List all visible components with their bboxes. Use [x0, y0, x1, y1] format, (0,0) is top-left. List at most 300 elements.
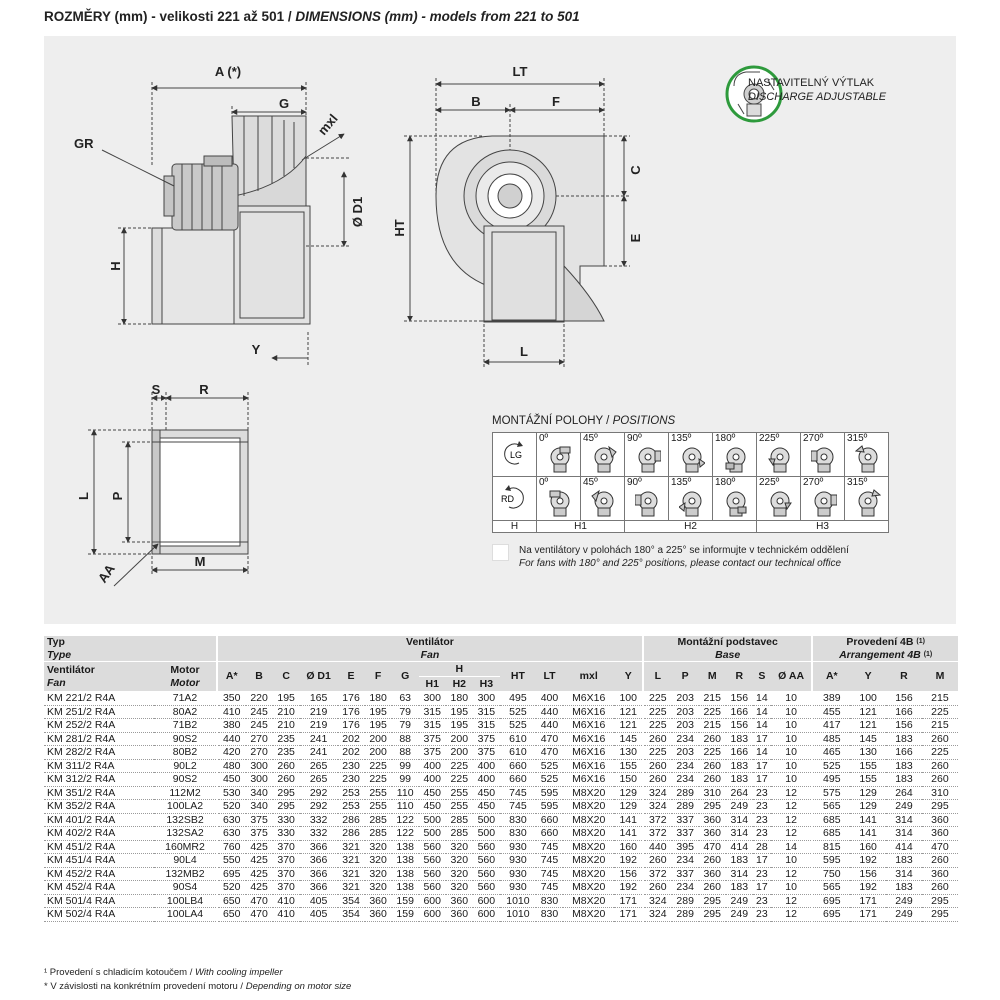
value-cell: 414	[886, 840, 922, 854]
value-cell: 176	[338, 719, 365, 733]
value-cell: 183	[726, 881, 753, 895]
pos-lg-180	[713, 433, 757, 477]
motor-cell: 90S2	[154, 773, 217, 787]
table-row	[44, 840, 958, 854]
value-cell: 500	[473, 827, 500, 841]
fan-position-icon	[811, 445, 837, 473]
value-cell: 141	[850, 827, 886, 841]
value-cell: 253	[338, 800, 365, 814]
angle-label: 135º	[671, 433, 692, 444]
value-cell: 166	[886, 746, 922, 760]
value-cell: 360	[365, 894, 392, 908]
value-cell: 180	[365, 692, 392, 706]
value-cell: 156	[886, 692, 922, 706]
value-cell: M6X16	[563, 773, 614, 787]
value-cell: 260	[922, 773, 958, 787]
value-cell: 225	[643, 746, 672, 760]
value-cell: 121	[614, 719, 643, 733]
header-row-2	[44, 662, 958, 677]
value-cell: 320	[446, 840, 473, 854]
value-cell: 88	[392, 732, 419, 746]
label-s: S	[151, 382, 161, 397]
value-cell: 234	[672, 759, 699, 773]
value-cell: 300	[246, 773, 273, 787]
label-l-front: L	[520, 344, 528, 359]
value-cell: M8X20	[563, 840, 614, 854]
motor-cell: 100LA4	[154, 908, 217, 922]
value-cell: 159	[392, 908, 419, 922]
value-cell: 285	[365, 827, 392, 841]
value-cell: 122	[392, 827, 419, 841]
value-cell: 830	[536, 908, 563, 922]
value-cell: 337	[672, 827, 699, 841]
angle-label: 0º	[539, 477, 549, 488]
value-cell: 520	[217, 881, 246, 895]
value-cell: 225	[365, 759, 392, 773]
label-r: R	[199, 382, 209, 397]
value-cell: 410	[273, 894, 300, 908]
value-cell: 745	[500, 786, 536, 800]
fan-model-cell: KM 311/2 R4A	[44, 759, 154, 773]
value-cell: 249	[726, 800, 753, 814]
positions-title	[492, 415, 675, 427]
dimensions-table	[44, 636, 958, 922]
value-cell: 425	[246, 854, 273, 868]
angle-label: 45º	[583, 477, 598, 488]
value-cell: 600	[419, 908, 446, 922]
value-cell: 610	[500, 746, 536, 760]
table-row	[44, 827, 958, 841]
value-cell: 375	[419, 746, 446, 760]
value-cell: 745	[536, 881, 563, 895]
col-h2: H2	[446, 677, 473, 692]
value-cell: 141	[614, 813, 643, 827]
value-cell: 192	[850, 854, 886, 868]
value-cell: 314	[886, 827, 922, 841]
value-cell: M8X20	[563, 867, 614, 881]
value-cell: 360	[365, 908, 392, 922]
value-cell: 450	[473, 800, 500, 814]
value-cell: 245	[246, 719, 273, 733]
value-cell: 249	[886, 800, 922, 814]
value-cell: 195	[365, 705, 392, 719]
value-cell: 176	[338, 705, 365, 719]
table-row	[44, 800, 958, 814]
value-cell: 12	[771, 867, 813, 881]
value-cell: 234	[672, 854, 699, 868]
value-cell: 525	[536, 759, 563, 773]
value-cell: 249	[726, 908, 753, 922]
value-cell: 14	[771, 840, 813, 854]
value-cell: 12	[771, 800, 813, 814]
value-cell: 332	[300, 827, 338, 841]
value-cell: 14	[753, 705, 771, 719]
value-cell: 264	[726, 786, 753, 800]
fan-position-icon	[767, 445, 793, 473]
label-ht: HT	[392, 219, 407, 237]
col-c: C	[273, 662, 300, 692]
value-cell: 440	[643, 840, 672, 854]
value-cell: 79	[392, 719, 419, 733]
pos-lg-45	[581, 433, 625, 477]
pos-rd-270	[801, 477, 845, 521]
value-cell: 234	[672, 732, 699, 746]
col-a: A*	[217, 662, 246, 692]
value-cell: 12	[771, 786, 813, 800]
value-cell: 370	[273, 867, 300, 881]
value-cell: 575	[812, 786, 850, 800]
value-cell: 260	[699, 732, 726, 746]
fan-position-icon	[723, 445, 749, 473]
value-cell: 530	[217, 786, 246, 800]
fan-position-icon	[811, 489, 837, 517]
value-cell: 320	[446, 854, 473, 868]
value-cell: 225	[699, 705, 726, 719]
group-h1: H1	[537, 521, 625, 533]
value-cell: 565	[812, 800, 850, 814]
pos-lg-0	[537, 433, 581, 477]
value-cell: 360	[922, 827, 958, 841]
value-cell: 395	[672, 840, 699, 854]
fan-col-en: Fan	[47, 676, 66, 689]
value-cell: 235	[273, 732, 300, 746]
fan-model-cell: KM 402/2 R4A	[44, 827, 154, 841]
value-cell: 203	[672, 692, 699, 706]
angle-label: 135º	[671, 477, 692, 488]
value-cell: 138	[392, 867, 419, 881]
value-cell: 321	[338, 840, 365, 854]
value-cell: 360	[446, 908, 473, 922]
fan-position-icon	[547, 445, 573, 473]
value-cell: 815	[812, 840, 850, 854]
fan-group-en: Fan	[420, 648, 440, 661]
fan-model-cell: KM 221/2 R4A	[44, 692, 154, 706]
angle-label: 270º	[803, 433, 824, 444]
value-cell: 470	[246, 894, 273, 908]
value-cell: 315	[473, 719, 500, 733]
value-cell: 17	[753, 854, 771, 868]
value-cell: 260	[922, 759, 958, 773]
fan-position-icon	[591, 445, 617, 473]
value-cell: 79	[392, 705, 419, 719]
value-cell: 23	[753, 827, 771, 841]
value-cell: 300	[419, 692, 446, 706]
value-cell: M8X20	[563, 813, 614, 827]
value-cell: 292	[300, 800, 338, 814]
col-l: L	[643, 662, 672, 692]
value-cell: M6X16	[563, 719, 614, 733]
value-cell: 320	[446, 867, 473, 881]
value-cell: 745	[536, 854, 563, 868]
col-e: E	[338, 662, 365, 692]
value-cell: 292	[300, 786, 338, 800]
value-cell: 121	[850, 719, 886, 733]
value-cell: 255	[365, 800, 392, 814]
motor-col-cz: Motor	[170, 664, 200, 676]
value-cell: 225	[922, 746, 958, 760]
value-cell: 310	[922, 786, 958, 800]
motor-cell: 132SA2	[154, 827, 217, 841]
value-cell: 156	[850, 867, 886, 881]
fan-model-cell: KM 251/2 R4A	[44, 705, 154, 719]
value-cell: 225	[446, 773, 473, 787]
pos-rd-45	[581, 477, 625, 521]
value-cell: 225	[922, 705, 958, 719]
fan-model-cell: KM 501/4 R4A	[44, 894, 154, 908]
col-s: S	[753, 662, 771, 692]
value-cell: 130	[850, 746, 886, 760]
value-cell: 176	[338, 692, 365, 706]
value-cell: 372	[643, 827, 672, 841]
value-cell: 560	[419, 867, 446, 881]
header-fan-group	[217, 636, 643, 662]
value-cell: 121	[850, 705, 886, 719]
motor-cell: 71A2	[154, 692, 217, 706]
value-cell: 321	[338, 854, 365, 868]
value-cell: 215	[699, 692, 726, 706]
label-mxl: mxl	[314, 111, 341, 138]
table-body	[44, 692, 958, 922]
value-cell: 360	[922, 867, 958, 881]
value-cell: 260	[922, 854, 958, 868]
value-cell: 28	[753, 840, 771, 854]
motor-cell: 100LA2	[154, 800, 217, 814]
value-cell: 160	[614, 840, 643, 854]
discharge-en: DISCHARGE ADJUSTABLE	[748, 91, 887, 103]
value-cell: 129	[850, 786, 886, 800]
value-cell: M6X16	[563, 759, 614, 773]
value-cell: 560	[419, 854, 446, 868]
col-h3: H3	[473, 677, 500, 692]
value-cell: 200	[365, 732, 392, 746]
value-cell: 260	[699, 854, 726, 868]
value-cell: 595	[812, 854, 850, 868]
value-cell: 155	[614, 759, 643, 773]
value-cell: M8X20	[563, 800, 614, 814]
value-cell: 560	[473, 840, 500, 854]
value-cell: 332	[300, 813, 338, 827]
drawing-svg	[44, 36, 956, 624]
value-cell: 225	[643, 692, 672, 706]
value-cell: 166	[886, 705, 922, 719]
motor-cell: 112M2	[154, 786, 217, 800]
fan-position-icon	[635, 489, 661, 517]
value-cell: 260	[699, 759, 726, 773]
value-cell: 830	[500, 827, 536, 841]
value-cell: 300	[246, 759, 273, 773]
fan-position-icon	[679, 489, 705, 517]
value-cell: 354	[338, 908, 365, 922]
value-cell: 286	[338, 813, 365, 827]
col-d1: Ø D1	[300, 662, 338, 692]
pos-lg-315	[845, 433, 889, 477]
value-cell: 289	[672, 894, 699, 908]
group-h2: H2	[625, 521, 757, 533]
value-cell: M8X20	[563, 894, 614, 908]
value-cell: 400	[419, 759, 446, 773]
value-cell: 17	[753, 773, 771, 787]
value-cell: 610	[500, 732, 536, 746]
value-cell: 320	[446, 881, 473, 895]
header-row-1	[44, 636, 958, 662]
fan-model-cell: KM 451/2 R4A	[44, 840, 154, 854]
value-cell: 295	[922, 908, 958, 922]
value-cell: 320	[365, 840, 392, 854]
value-cell: 750	[812, 867, 850, 881]
motor-cell: 80A2	[154, 705, 217, 719]
value-cell: 165	[300, 692, 338, 706]
value-cell: 370	[273, 881, 300, 895]
positions-group-row	[493, 521, 889, 533]
value-cell: 195	[446, 719, 473, 733]
value-cell: 560	[419, 881, 446, 895]
value-cell: 12	[771, 827, 813, 841]
value-cell: 12	[771, 813, 813, 827]
value-cell: 225	[446, 759, 473, 773]
value-cell: 660	[536, 827, 563, 841]
col-m-4b: M	[922, 662, 958, 692]
value-cell: 370	[273, 854, 300, 868]
value-cell: 660	[500, 773, 536, 787]
value-cell: 695	[812, 908, 850, 922]
angle-label: 90º	[627, 433, 642, 444]
value-cell: 245	[246, 705, 273, 719]
value-cell: 23	[753, 800, 771, 814]
value-cell: 485	[812, 732, 850, 746]
value-cell: 260	[699, 773, 726, 787]
value-cell: 315	[419, 719, 446, 733]
col-g: G	[392, 662, 419, 692]
value-cell: 285	[365, 813, 392, 827]
arr-group-en: Arrangement 4B	[839, 648, 921, 661]
value-cell: 470	[536, 732, 563, 746]
value-cell: 354	[338, 894, 365, 908]
value-cell: 225	[643, 705, 672, 719]
value-cell: 166	[726, 705, 753, 719]
label-gr: GR	[74, 136, 94, 151]
value-cell: 285	[446, 813, 473, 827]
value-cell: 425	[246, 867, 273, 881]
value-cell: 440	[536, 719, 563, 733]
value-cell: 550	[217, 854, 246, 868]
label-a: A (*)	[214, 64, 242, 79]
discharge-cz: NASTAVITELNÝ VÝTLAK	[748, 77, 875, 89]
value-cell: 195	[365, 719, 392, 733]
value-cell: 219	[300, 705, 338, 719]
pos-lg-135	[669, 433, 713, 477]
value-cell: 10	[771, 746, 813, 760]
fan-model-cell: KM 281/2 R4A	[44, 732, 154, 746]
positions-table	[492, 432, 889, 533]
label-lt: LT	[512, 64, 528, 79]
value-cell: 183	[886, 854, 922, 868]
value-cell: 930	[500, 867, 536, 881]
value-cell: 495	[500, 692, 536, 706]
col-a-4b: A*	[812, 662, 850, 692]
value-cell: 180	[446, 692, 473, 706]
value-cell: 410	[217, 705, 246, 719]
value-cell: 465	[812, 746, 850, 760]
value-cell: 129	[850, 800, 886, 814]
arr-group-cz: Provedení 4B	[846, 636, 914, 648]
value-cell: 183	[886, 773, 922, 787]
value-cell: 249	[726, 894, 753, 908]
value-cell: 249	[886, 908, 922, 922]
value-cell: 260	[643, 732, 672, 746]
group-h3: H3	[757, 521, 889, 533]
value-cell: 289	[672, 800, 699, 814]
value-cell: 14	[753, 719, 771, 733]
value-cell: 450	[419, 800, 446, 814]
value-cell: 560	[473, 867, 500, 881]
angle-label: 225º	[759, 433, 780, 444]
motor-cell: 90S4	[154, 881, 217, 895]
fan-model-cell: KM 282/2 R4A	[44, 746, 154, 760]
value-cell: 289	[672, 908, 699, 922]
value-cell: 375	[246, 827, 273, 841]
angle-label: 315º	[847, 433, 868, 444]
value-cell: 695	[217, 867, 246, 881]
value-cell: 400	[473, 773, 500, 787]
value-cell: 10	[771, 705, 813, 719]
table-row	[44, 732, 958, 746]
value-cell: 295	[699, 908, 726, 922]
value-cell: 99	[392, 773, 419, 787]
value-cell: 560	[419, 840, 446, 854]
value-cell: 200	[365, 746, 392, 760]
value-cell: 88	[392, 746, 419, 760]
value-cell: 500	[419, 813, 446, 827]
col-f: F	[365, 662, 392, 692]
value-cell: 10	[771, 759, 813, 773]
value-cell: 253	[338, 786, 365, 800]
value-cell: M8X20	[563, 881, 614, 895]
value-cell: 192	[850, 881, 886, 895]
value-cell: 320	[365, 867, 392, 881]
value-cell: 650	[217, 894, 246, 908]
value-cell: 745	[536, 840, 563, 854]
value-cell: 210	[273, 719, 300, 733]
label-d1: Ø D1	[350, 196, 365, 228]
table-row	[44, 746, 958, 760]
value-cell: 155	[850, 759, 886, 773]
value-cell: 525	[536, 773, 563, 787]
label-c: C	[628, 165, 643, 175]
motor-col-en: Motor	[170, 676, 200, 689]
value-cell: 255	[446, 800, 473, 814]
value-cell: 17	[753, 759, 771, 773]
note-en: For fans with 180° and 225° positions, please contact our technical office	[519, 558, 842, 569]
value-cell: 155	[850, 773, 886, 787]
value-cell: 260	[643, 881, 672, 895]
value-cell: 366	[300, 854, 338, 868]
value-cell: 264	[886, 786, 922, 800]
value-cell: 203	[672, 746, 699, 760]
value-cell: 375	[419, 732, 446, 746]
value-cell: M6X16	[563, 732, 614, 746]
value-cell: 414	[726, 840, 753, 854]
value-cell: 141	[850, 813, 886, 827]
value-cell: 100	[614, 692, 643, 706]
fan-position-icon	[767, 489, 793, 517]
title-en: DIMENSIONS (mm) - models from 221 to 501	[295, 9, 580, 24]
col-h1: H1	[419, 677, 446, 692]
pos-lg-270	[801, 433, 845, 477]
angle-label: 90º	[627, 477, 642, 488]
value-cell: 360	[699, 813, 726, 827]
value-cell: 830	[500, 813, 536, 827]
fan-model-cell: KM 452/2 R4A	[44, 867, 154, 881]
